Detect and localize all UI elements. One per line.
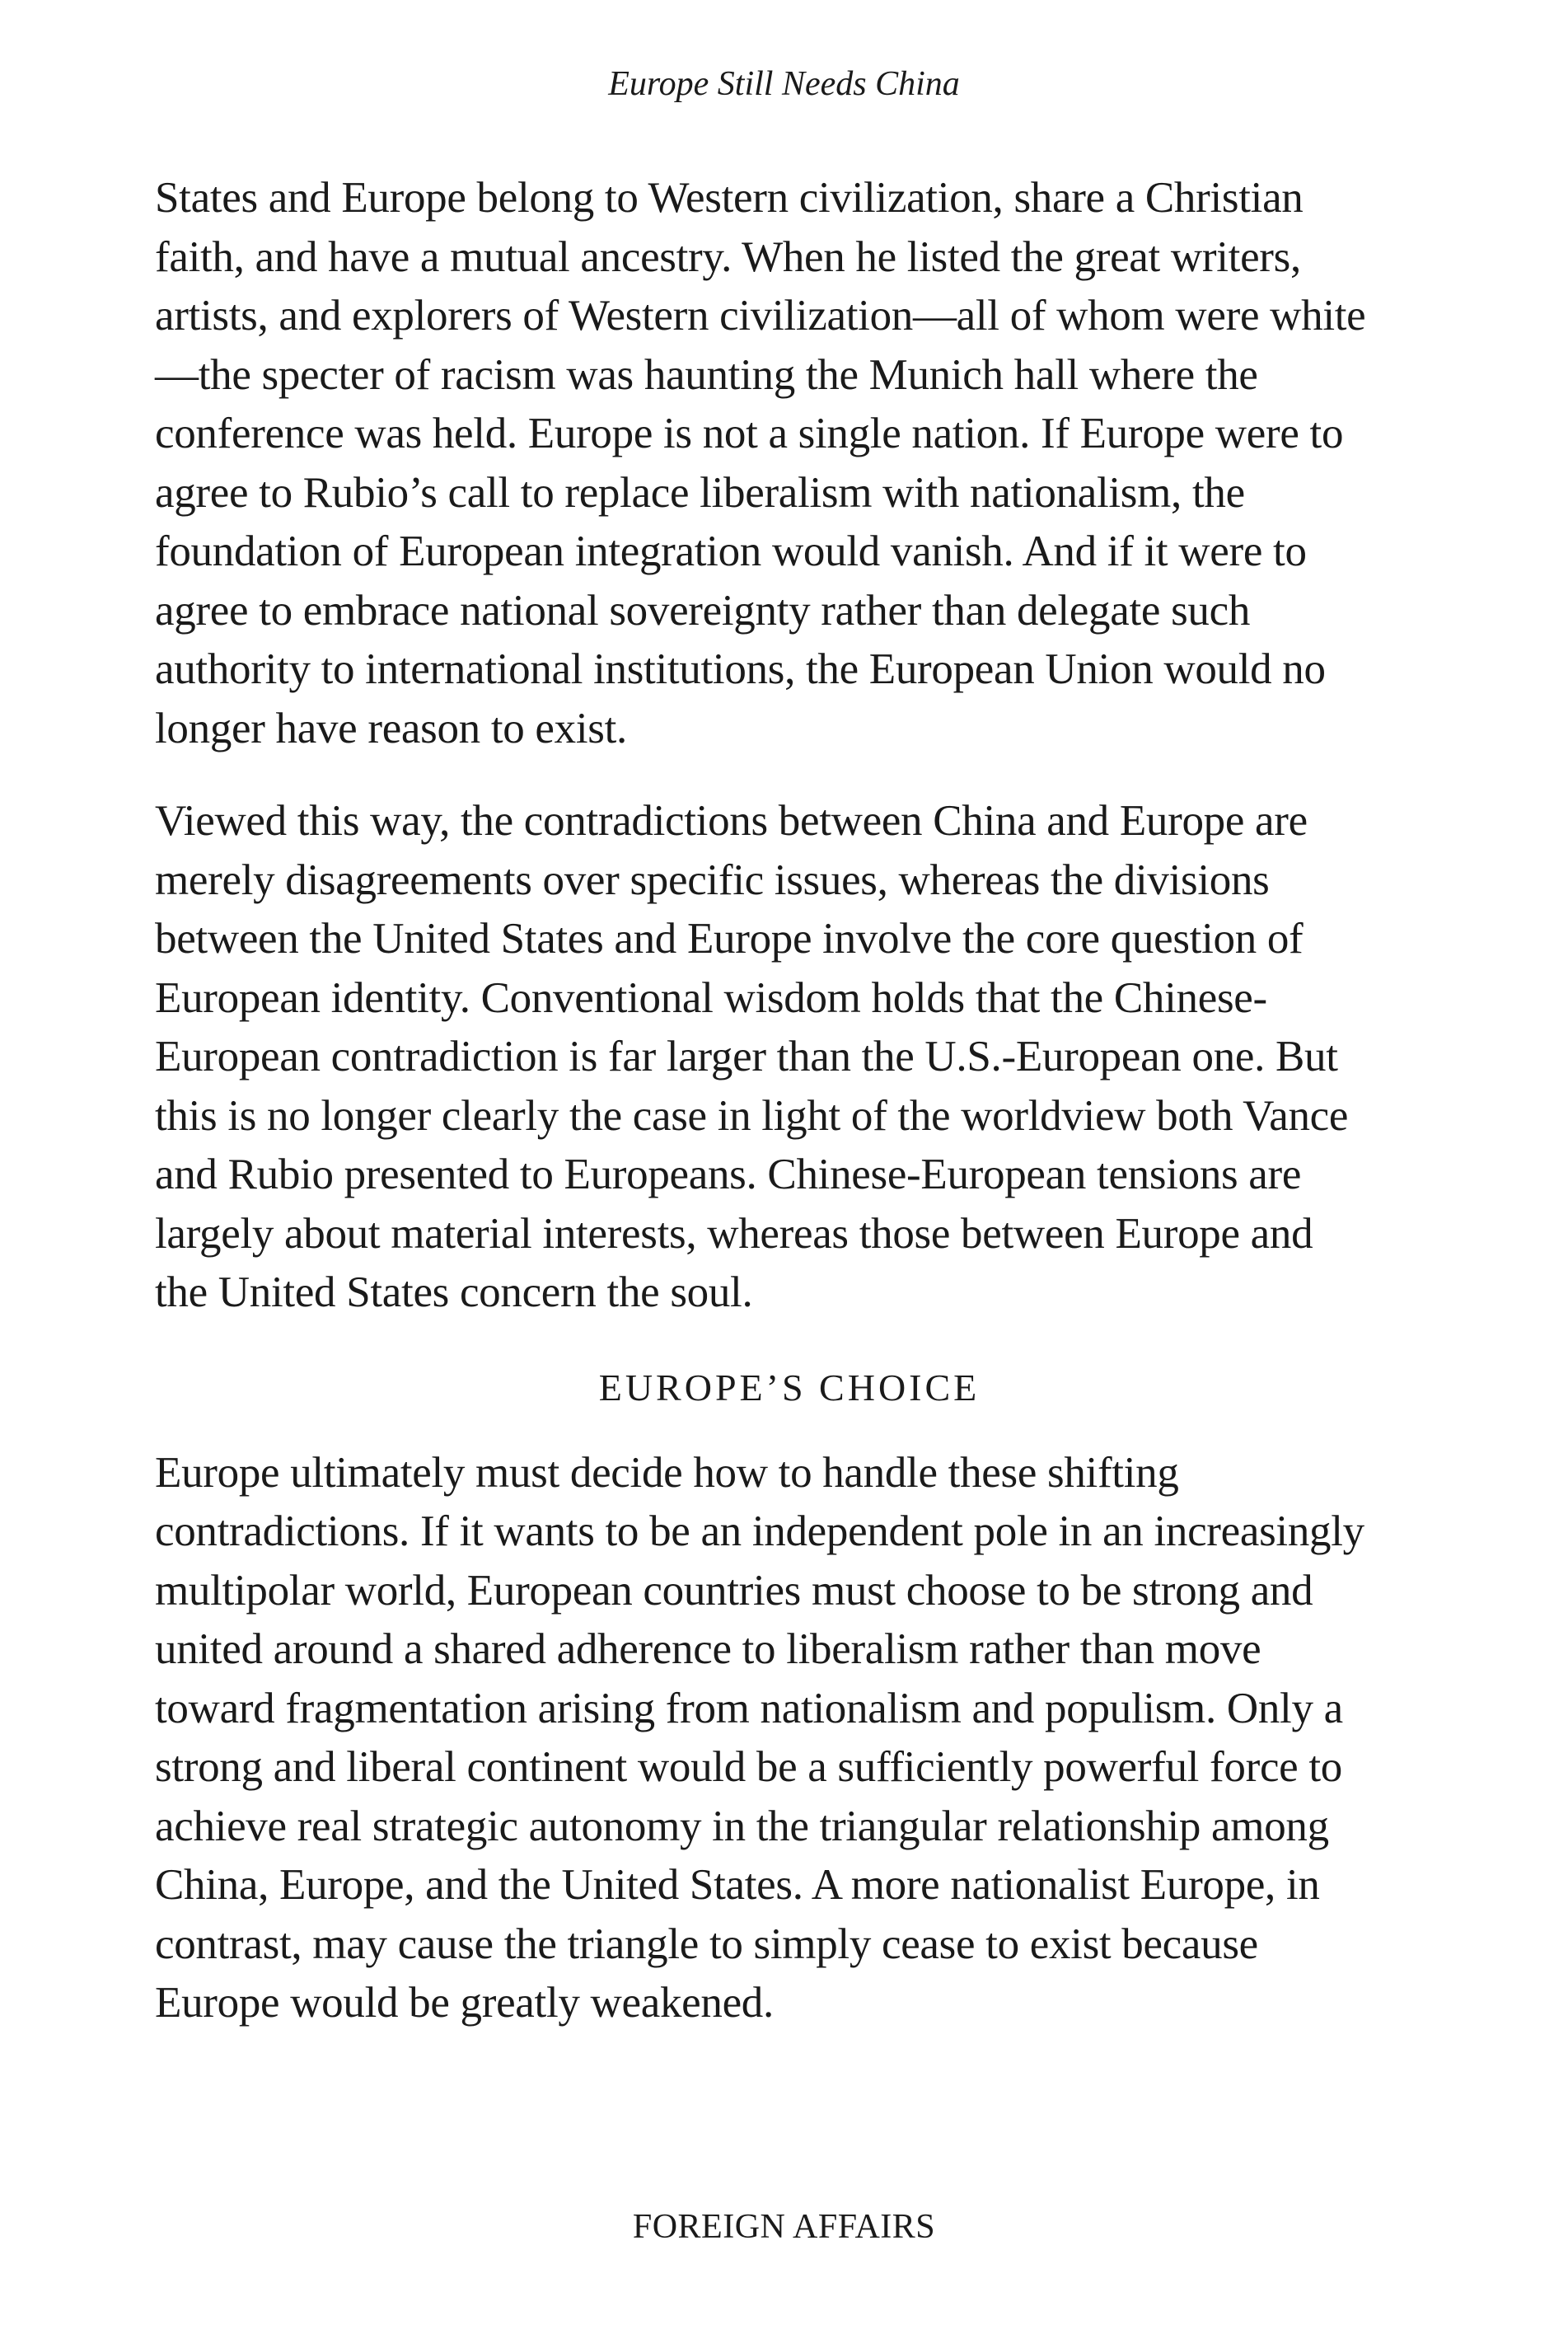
paragraph-1 xyxy=(155,169,1424,758)
paragraph-2 xyxy=(155,792,1424,1323)
text-line: faith, and have a mutual ancestry. When he listed the great writers, xyxy=(155,232,1301,281)
text-line: achieve real strategic autonomy in the triangular relationship among xyxy=(155,1802,1329,1850)
text-line: merely disagreements over specific issues, whereas the divisions xyxy=(155,855,1270,904)
text-line: artists, and explorers of Western civilization—all of whom were white xyxy=(155,292,1366,340)
text-line: this is no longer clearly the case in light of the worldview both Vance xyxy=(155,1091,1349,1140)
text-line: Europe would be greatly weakened. xyxy=(155,1979,774,2027)
text-line: multipolar world, European countries must choose to be strong and xyxy=(155,1566,1313,1615)
text-line: between the United States and Europe involve the core question of xyxy=(155,915,1304,963)
text-line: European contradiction is far larger than the U.S.-European one. But xyxy=(155,1033,1338,1080)
section-heading: EUROPE’S CHOICE xyxy=(598,1366,981,1409)
text-line: longer have reason to exist. xyxy=(155,704,627,752)
publication-footer: FOREIGN AFFAIRS xyxy=(632,2208,936,2246)
text-line: foundation of European integration would vanish. And if it were to xyxy=(155,527,1307,575)
text-line: authority to international institutions, the European Union would no xyxy=(155,645,1326,693)
text-line: European identity. Conventional wisdom holds that the Chinese- xyxy=(155,973,1267,1022)
article-body xyxy=(155,169,1424,2033)
text-line: toward fragmentation arising from nationalism and populism. Only a xyxy=(155,1684,1343,1732)
text-line: and Rubio presented to Europeans. Chinese-European tensions are xyxy=(155,1151,1302,1198)
paragraph-3 xyxy=(155,1444,1424,2033)
text-line: Europe ultimately must decide how to handle these shifting xyxy=(155,1448,1179,1497)
text-line: agree to Rubio’s call to replace liberalism with nationalism, the xyxy=(155,468,1245,517)
text-line: united around a shared adherence to liberalism rather than move xyxy=(155,1625,1261,1673)
text-line: the United States concern the soul. xyxy=(155,1268,753,1316)
text-line: Viewed this way, the contradictions between China and Europe are xyxy=(155,797,1308,845)
text-line: contrast, may cause the triangle to simply cease to exist because xyxy=(155,1919,1258,1968)
text-line: States and Europe belong to Western civilization, share a Christian xyxy=(155,174,1304,222)
text-line: conference was held. Europe is not a single nation. If Europe were to xyxy=(155,410,1344,457)
running-title: Europe Still Needs China xyxy=(608,65,960,103)
text-line: China, Europe, and the United States. A more nationalist Europe, in xyxy=(155,1861,1320,1909)
text-line: —the specter of racism was haunting the Munich hall where the xyxy=(155,350,1258,399)
text-line: contradictions. If it wants to be an independent pole in an increasingly xyxy=(155,1507,1364,1555)
text-line: agree to embrace national sovereignty rather than delegate such xyxy=(155,586,1251,635)
text-line: largely about material interests, whereas those between Europe and xyxy=(155,1209,1313,1258)
text-line: strong and liberal continent would be a sufficiently powerful force to xyxy=(155,1743,1342,1791)
